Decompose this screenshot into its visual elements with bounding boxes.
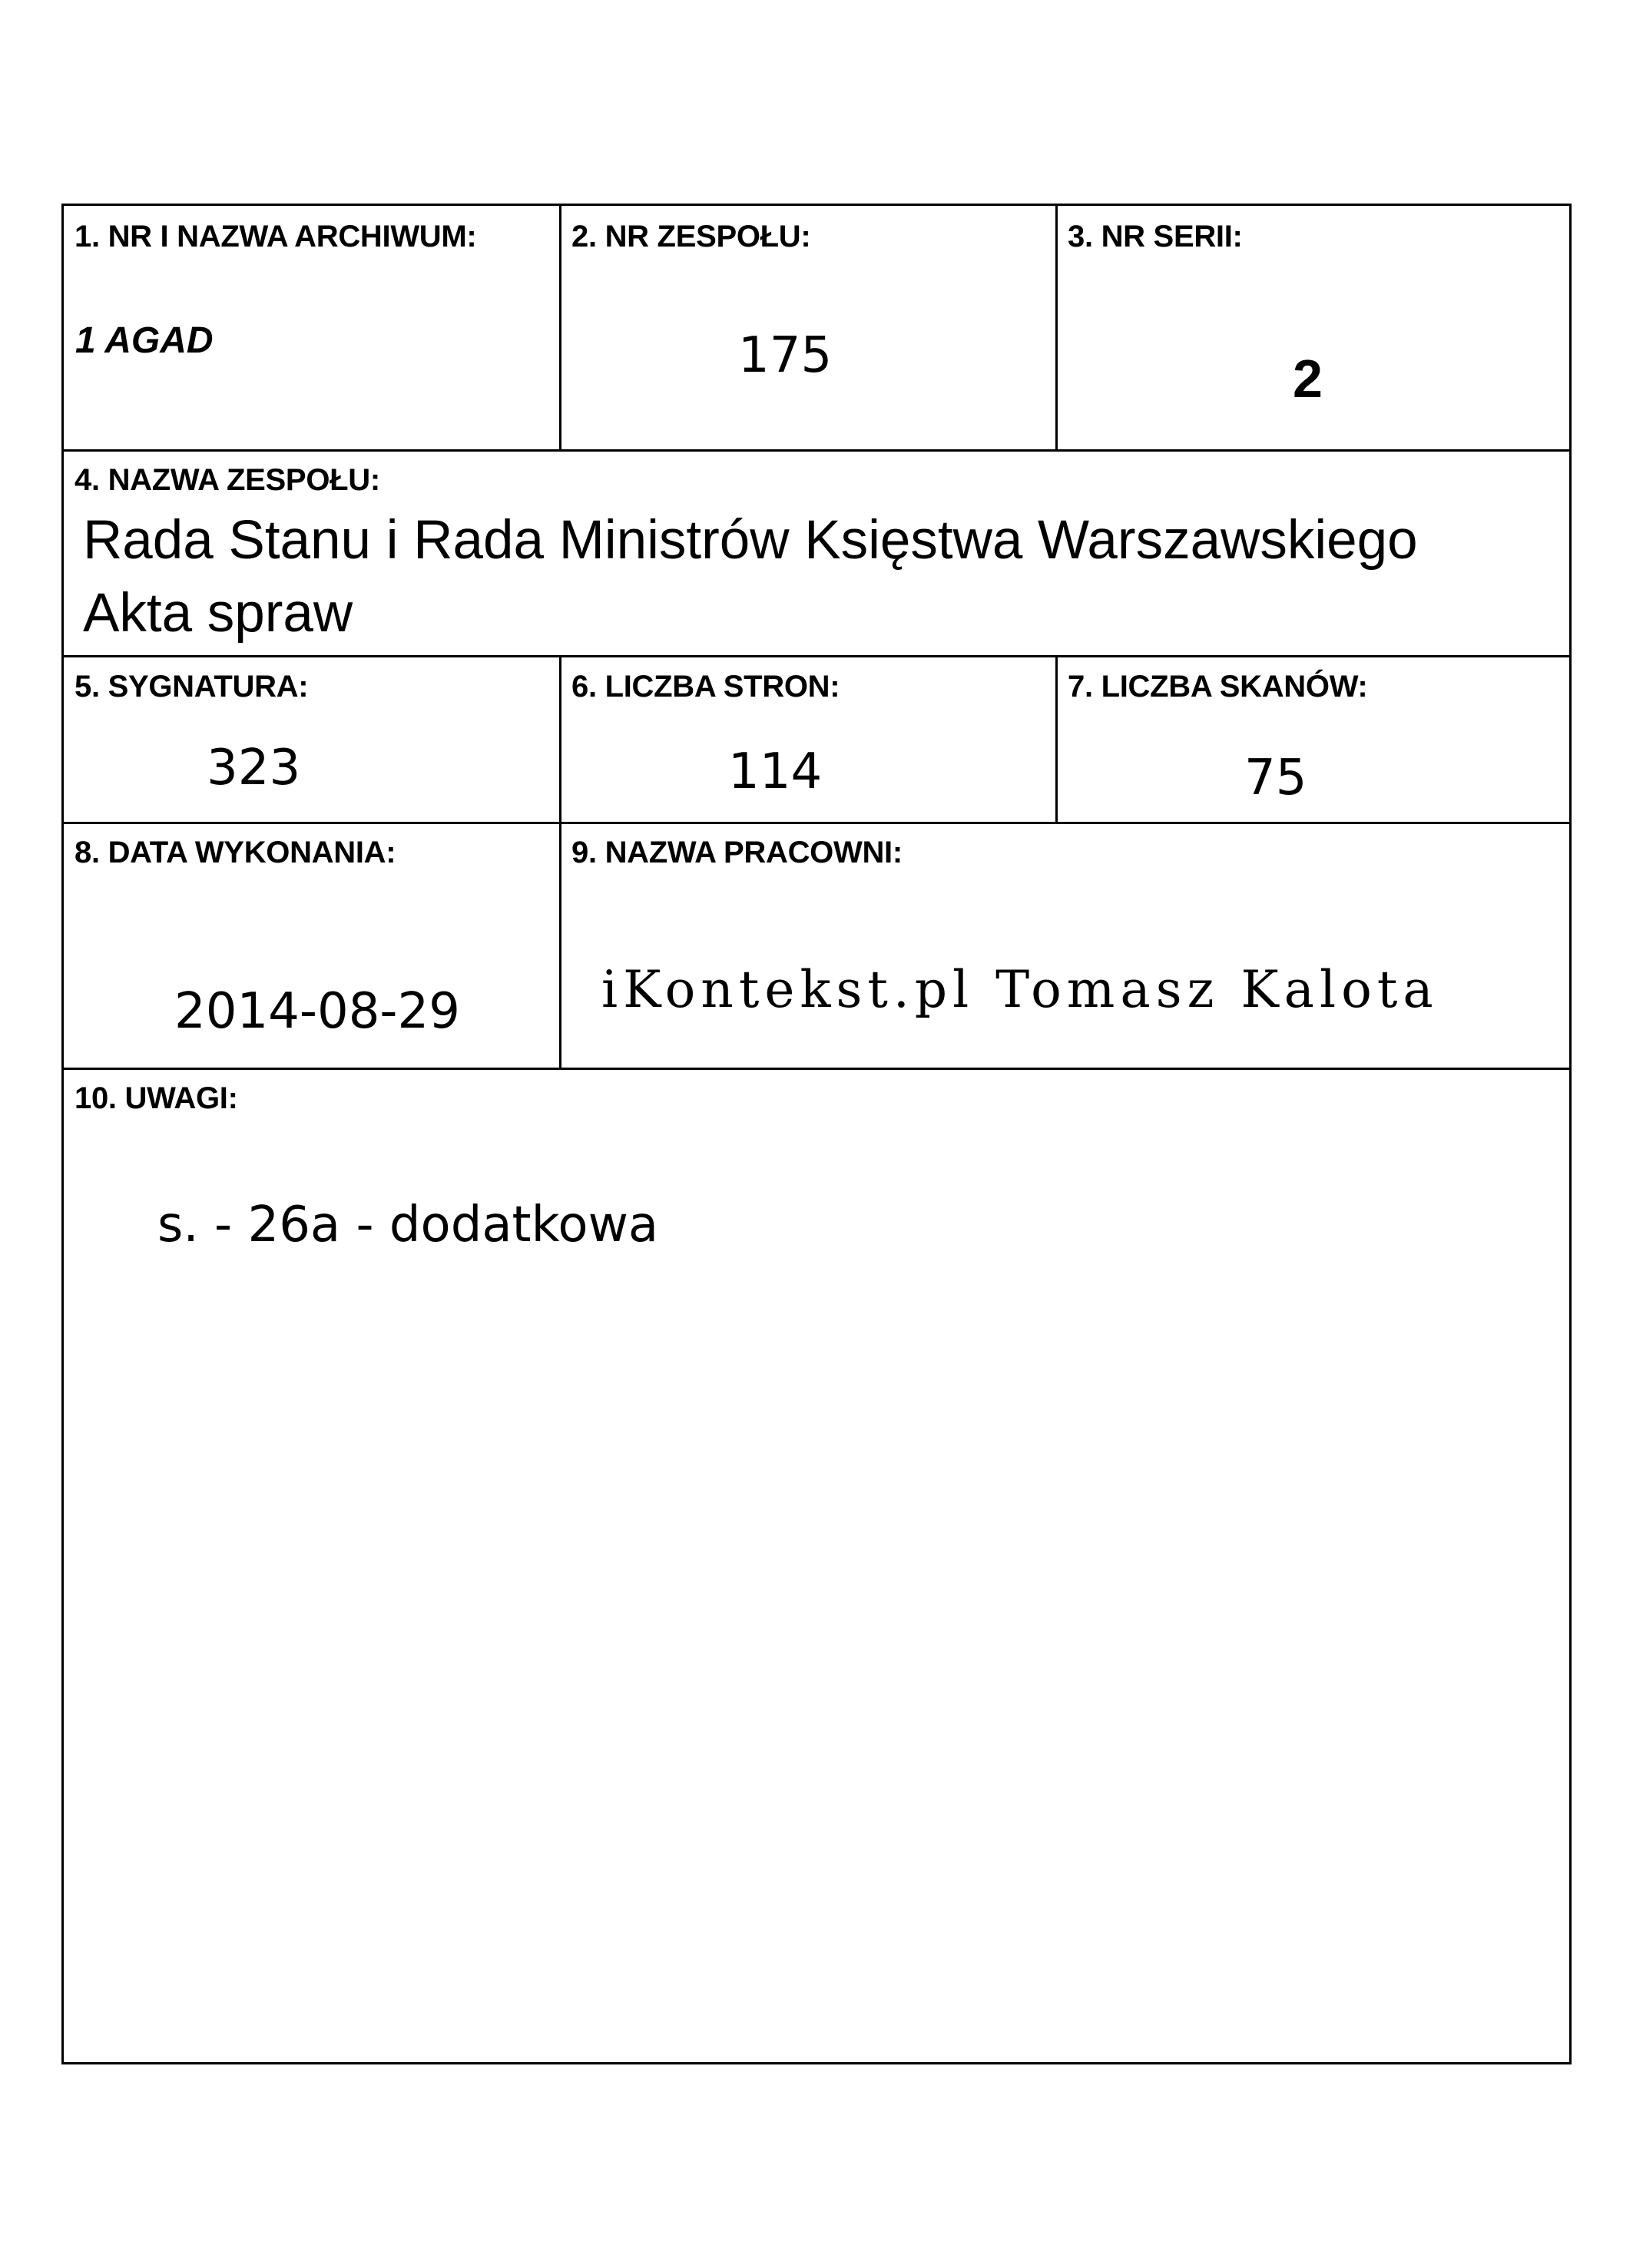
scan-count-label: 7. LICZBA SKANÓW: xyxy=(1068,670,1368,704)
page-count-label: 6. LICZBA STRON: xyxy=(571,670,840,704)
column-divider xyxy=(1055,655,1058,822)
remarks-label: 10. UWAGI: xyxy=(75,1081,238,1115)
column-divider xyxy=(559,822,561,1068)
remarks-value: s. - 26a - dodatkowa xyxy=(157,1197,659,1253)
row-divider xyxy=(64,655,1569,657)
column-divider xyxy=(1055,206,1058,449)
page-count-value: 114 xyxy=(728,743,823,800)
fonds-name-value-line2: Akta spraw xyxy=(83,583,353,644)
signature-label: 5. SYGNATURA: xyxy=(75,670,309,704)
archive-name-label: 1. NR I NAZWA ARCHIWUM: xyxy=(75,220,477,253)
row-divider xyxy=(64,822,1569,824)
column-divider xyxy=(559,206,561,449)
row-divider xyxy=(64,449,1569,452)
execution-date-label: 8. DATA WYKONANIA: xyxy=(75,836,396,869)
archive-name-value: 1 AGAD xyxy=(75,320,214,361)
series-number-value: 2 xyxy=(1293,349,1323,409)
fonds-name-label: 4. NAZWA ZESPOŁU: xyxy=(75,463,380,497)
fonds-name-value-line1: Rada Stanu i Rada Ministrów Księstwa Warszawskiego xyxy=(83,510,1418,571)
signature-value: 323 xyxy=(207,740,301,796)
row-divider xyxy=(64,1068,1569,1070)
execution-date-value: 2014-08-29 xyxy=(174,983,460,1040)
scan-count-value: 75 xyxy=(1244,750,1307,806)
column-divider xyxy=(559,655,561,822)
workshop-name-value: iKontekst.pl Tomasz Kalota xyxy=(601,960,1439,1019)
archive-form xyxy=(61,204,1572,2064)
fonds-number-value: 175 xyxy=(738,327,833,384)
series-number-label: 3. NR SERII: xyxy=(1068,220,1243,253)
fonds-number-label: 2. NR ZESPOŁU: xyxy=(571,220,811,253)
workshop-name-label: 9. NAZWA PRACOWNI: xyxy=(571,836,903,869)
